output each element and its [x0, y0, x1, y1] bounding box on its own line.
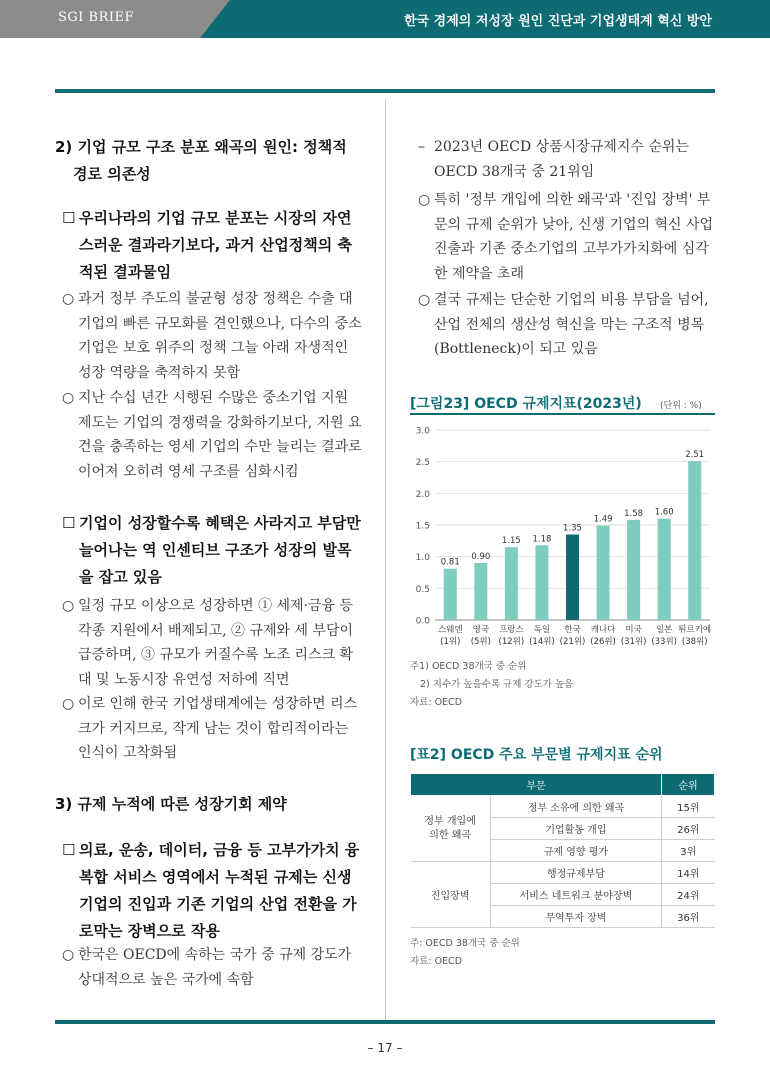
circle-marker: ○ — [418, 192, 431, 208]
rank-table — [410, 773, 715, 928]
x-category-label: 독일 — [533, 625, 551, 635]
bar — [688, 461, 701, 620]
bullet-7-text: 결국 규제는 단순한 기업의 비용 부담을 넘어, 산업 전체의 생산성 혁신을 막는 구조적 병목(Bottleneck)이 되고 있음 — [434, 292, 709, 357]
report-title: 한국 경제의 저성장 원인 진단과 기업생태계 혁신 방안 — [404, 14, 712, 29]
rank-cell: 3위 — [662, 840, 715, 862]
page-header — [0, 0, 770, 38]
bullet-6 — [418, 188, 718, 286]
item-cell: 기업활동 개입 — [490, 818, 661, 840]
item-cell: 행정규제부담 — [490, 862, 661, 884]
circle-marker: ○ — [62, 291, 75, 307]
figure-title-rule — [410, 413, 715, 415]
x-rank-label: (26위) — [590, 637, 616, 647]
section-heading-3-text: 3) 규제 누적에 따른 성장기회 제약 — [55, 795, 287, 813]
bullet-4-text: 이로 인해 한국 기업생태계에는 성장하면 리스크가 커지므로, 작게 남는 것이 합리적이라는 인식이 고착화됨 — [78, 696, 358, 761]
key-point-3-text: 의료, 운송, 데이터, 금융 등 고부가가치 융복합 서비스 영역에서 누적된 규제는 신생 기업의 진입과 기존 기업의 산업 전환을 가로막는 장벽으로 작용 — [79, 841, 360, 940]
rank-cell: 24위 — [662, 884, 715, 906]
key-point-2-text: 기업이 성장할수록 혜택은 사라지고 부담만 늘어나는 역 인센티브 구조가 성장의 발목을 잡고 있음 — [79, 514, 361, 586]
y-tick-label: 0.0 — [415, 616, 430, 627]
bar-value-label: 1.58 — [624, 508, 644, 519]
bullet-1-text: 과거 정부 주도의 불균형 성장 정책은 수출 대기업의 빠른 규모화를 견인했으나, 다수의 중소기업은 보호 위주의 정책 그늘 아래 자생적인 성장 역량을 축적하지 못함 — [78, 291, 362, 381]
bullet-5-text: 한국은 OECD에 속하는 국가 중 규제 강도가 상대적으로 높은 국가에 속함 — [78, 947, 352, 988]
section-heading-3 — [55, 791, 365, 818]
bullet-2 — [62, 386, 362, 484]
bar — [474, 563, 487, 620]
rank-header: 순위 — [662, 774, 715, 796]
rank-cell: 14위 — [662, 862, 715, 884]
x-category-label: 프랑스 — [499, 625, 524, 635]
regulation-bar-chart — [410, 420, 715, 652]
key-point-1-text: 우리나라의 기업 규모 분포는 시장의 자연스러운 결과라기보다, 과거 산업정책의 축적된 결과물임 — [79, 209, 352, 281]
square-marker: ☐ — [62, 841, 76, 859]
brand-label: SGI BRIEF — [58, 10, 135, 25]
y-tick-label: 2.5 — [415, 458, 430, 469]
x-rank-label: (21위) — [559, 637, 586, 647]
bar-value-label: 1.60 — [654, 507, 674, 518]
table-row — [411, 862, 715, 884]
x-rank-label: (33위) — [651, 637, 678, 647]
x-rank-label: (12위) — [498, 637, 525, 647]
x-category-label: 일본 — [655, 625, 673, 635]
square-marker: ☐ — [62, 514, 76, 532]
x-category-label: 영국 — [472, 625, 490, 635]
section-heading-2 — [55, 134, 365, 188]
item-cell: 규제 영향 평가 — [490, 840, 661, 862]
circle-marker: ○ — [62, 947, 75, 963]
rank-cell: 15위 — [662, 796, 715, 818]
y-tick-label: 2.0 — [415, 489, 430, 500]
item-cell: 서비스 네트워크 분야장벽 — [490, 884, 661, 906]
dash-marker: – — [418, 139, 425, 155]
y-tick-label: 0.5 — [415, 584, 430, 595]
x-category-label: 미국 — [625, 625, 642, 635]
figure-note-2: 2) 지수가 높을수록 규제 강도가 높음 — [420, 679, 574, 690]
bullet-3 — [62, 594, 362, 692]
x-category-label: 튀르키예 — [678, 625, 712, 635]
circle-marker: ○ — [62, 598, 75, 614]
x-rank-label: (38위) — [681, 637, 708, 647]
key-point-2 — [62, 510, 362, 591]
figure-unit: (단위 : %) — [660, 401, 702, 411]
bar-value-label: 1.15 — [501, 536, 521, 547]
item-cell: 무역투자 장벽 — [490, 906, 661, 928]
y-tick-label: 3.0 — [415, 426, 430, 437]
y-tick-label: 1.0 — [415, 553, 430, 564]
top-rule — [55, 89, 715, 93]
circle-marker: ○ — [62, 390, 75, 406]
key-point-1 — [62, 205, 362, 286]
x-rank-label: (5위) — [470, 637, 491, 647]
rank-cell: 26위 — [662, 818, 715, 840]
figure-title: [그림23] OECD 규제지표(2023년) — [410, 396, 642, 412]
x-rank-label: (1위) — [440, 637, 461, 647]
bar — [597, 526, 610, 620]
table-header-row — [411, 774, 715, 796]
bullet-4 — [62, 692, 362, 766]
x-category-label: 캐나다 — [590, 625, 616, 635]
y-tick-label: 1.5 — [415, 521, 430, 532]
figure-source: 자료: OECD — [410, 697, 463, 708]
bar — [505, 547, 518, 620]
bar — [658, 519, 671, 620]
circle-marker: ○ — [62, 696, 75, 712]
table-title: [표2] OECD 주요 부문별 규제지표 순위 — [410, 747, 663, 763]
bullet-2-text: 지난 수십 년간 시행된 수많은 중소기업 지원 제도는 기업의 경쟁력을 강화하기보다, 지원 요건을 충족하는 영세 기업의 수만 늘리는 결과로 이어져 오히려 영세 구조를 심화시킴 — [78, 390, 362, 480]
dash-item — [418, 135, 718, 184]
bar — [566, 535, 579, 621]
bullet-6-text: 특히 '정부 개입에 의한 왜곡'과 '진입 장벽' 부문의 규제 순위가 낮아, 신생 기업의 혁신 사업 진출과 기존 중소기업의 고부가가치화에 심각한 제약을 초래 — [434, 192, 714, 282]
bar-value-label: 0.81 — [440, 557, 460, 568]
key-point-3 — [62, 837, 362, 945]
circle-marker: ○ — [418, 292, 431, 308]
sector-header: 부문 — [411, 774, 662, 796]
bar-value-label: 1.18 — [532, 534, 552, 545]
bar — [444, 569, 457, 620]
x-category-label: 스웨덴 — [437, 625, 463, 635]
x-rank-label: (31위) — [620, 637, 647, 647]
figure-note-1: 주1) OECD 38개국 중 순위 — [410, 661, 527, 672]
x-category-label: 한국 — [564, 625, 581, 635]
table-source: 자료: OECD — [410, 956, 463, 967]
group-label: 정부 개입에 의한 왜곡 — [411, 796, 491, 862]
column-divider — [385, 99, 386, 1020]
bullet-5 — [62, 943, 362, 992]
rank-table-wrap — [410, 773, 715, 928]
bullet-7 — [418, 288, 718, 362]
table-note: 주: OECD 38개국 중 순위 — [410, 938, 520, 949]
rank-cell: 36위 — [662, 906, 715, 928]
group-label: 진입장벽 — [411, 862, 491, 928]
x-rank-label: (14위) — [529, 637, 555, 647]
page-number: – 17 – — [367, 1041, 403, 1055]
bar-value-label: 1.35 — [563, 523, 582, 534]
bullet-3-text: 일정 규모 이상으로 성장하면 ① 세제·금융 등 각종 지원에서 배제되고, ② 규제와 세 부담이 급증하며, ③ 규모가 커질수록 노조 리스크 확대 및 노동시장 유연성 저하에 직면 — [78, 598, 354, 688]
bar-value-label: 1.49 — [593, 514, 613, 525]
bar — [627, 520, 640, 620]
bar-value-label: 0.90 — [471, 552, 491, 562]
dash-item-text: 2023년 OECD 상품시장규제지수 순위는 OECD 38개국 중 21위임 — [434, 139, 689, 180]
bar-value-label: 2.51 — [685, 450, 705, 461]
item-cell: 정부 소유에 의한 왜곡 — [490, 796, 661, 818]
bottom-rule — [55, 1020, 715, 1024]
square-marker: ☐ — [62, 209, 76, 227]
section-heading-2-text: 2) 기업 규모 구조 분포 왜곡의 원인: 정책적 경로 의존성 — [55, 138, 347, 183]
table-row — [411, 796, 715, 818]
bar — [535, 545, 548, 620]
bullet-1 — [62, 287, 362, 385]
